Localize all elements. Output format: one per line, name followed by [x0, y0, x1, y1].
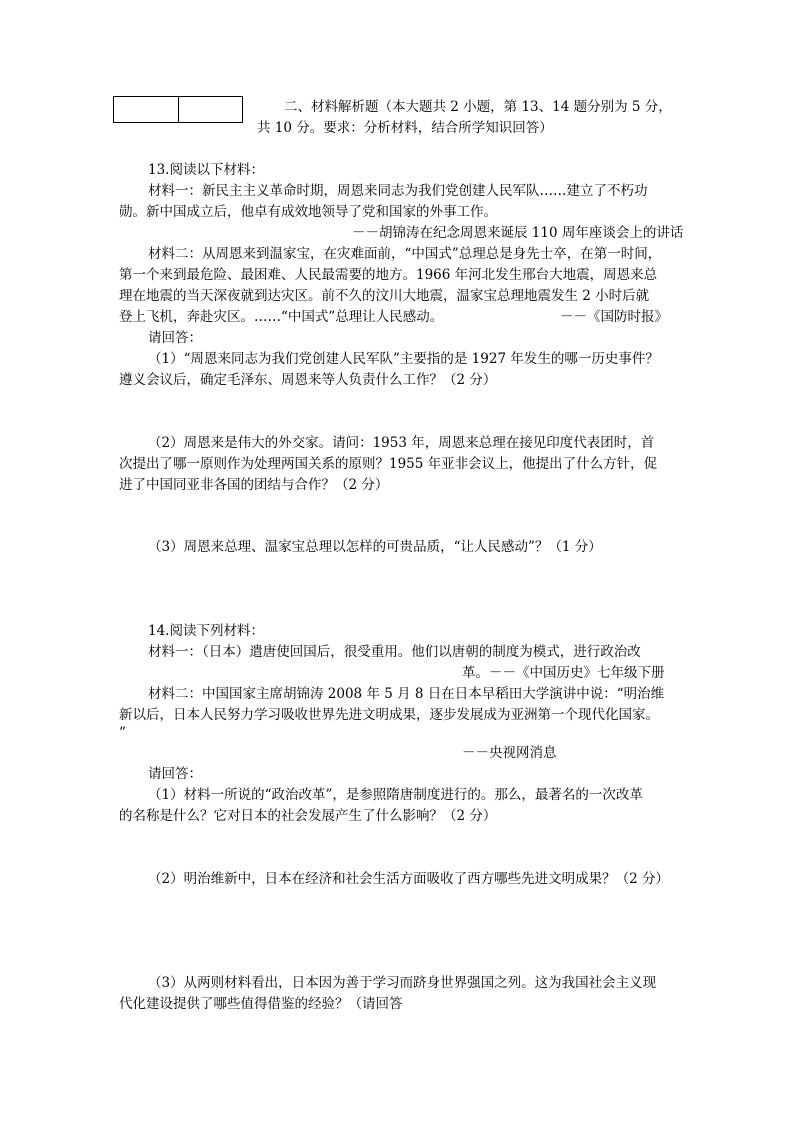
score-cell-2	[178, 97, 243, 122]
q14-question2-line1: （2）明治维新中，日本在经济和社会生活方面吸收了西方哪些先进文明成果？（2 分）	[148, 871, 669, 887]
q14-material1-line1: 材料一：（日本）遣唐使回国后，很受重用。他们以唐朝的制度为模式，进行政治改	[148, 644, 641, 660]
q13-material2-line2: 第一个来到最危险、最困难、人民最需要的地方。1966 年河北发生邢台大地震，周恩来总	[119, 267, 658, 283]
q14-material2-line3: ”	[119, 725, 126, 741]
section-heading-line2: 共 10 分。要求：分析材料，结合所学知识回答）	[257, 120, 553, 136]
q14-question3-line1: （3）从两则材料看出，日本因为善于学习而跻身世界强国之列。这为我国社会主义现	[148, 975, 657, 991]
q13-intro: 13.阅读以下材料：	[148, 162, 264, 178]
q14-intro: 14.阅读下列材料：	[148, 623, 264, 639]
q14-question1-line1: （1）材料一所说的“政治改革”，是参照隋唐制度进行的。那么，最著名的一次改革	[148, 787, 643, 803]
q14-material2-line2: 新以后，日本人民努力学习吸收世界先进文明成果，逐步发展成为亚洲第一个现代化国家。	[119, 707, 659, 723]
q13-material1-source: －－胡锦涛在纪念周恩来诞辰 110 周年座谈会上的讲话	[352, 225, 684, 241]
q13-prompt: 请回答：	[148, 330, 202, 346]
q14-material2-line1: 材料二：中国国家主席胡锦涛 2008 年 5 月 8 日在日本早稻田大学演讲中说：“明治维	[148, 686, 665, 702]
q13-material2-line3: 理在地震的当天深夜就到达灾区。前不久的汶川大地震，温家宝总理地震发生 2 小时后就	[119, 288, 650, 304]
q13-question1-line1: （1）“周恩来同志为我们党创建人民军队”主要指的是 1927 年发生的哪一历史事件？	[148, 351, 659, 367]
q14-material2-source: －－央视网消息	[462, 745, 557, 761]
q13-question1-line2: 遵义会议后，确定毛泽东、周恩来等人负责什么工作？（2 分）	[119, 372, 497, 388]
q13-material1-line2: 勋。新中国成立后，他卓有成效地领导了党和国家的外事工作。	[119, 204, 497, 220]
section-heading-line1: 二、材料解析题（本大题共 2 小题，第 13、14 题分别为 5 分，	[284, 99, 672, 115]
q13-question2-line3: 进了中国同亚非各国的团结与合作？（2 分）	[119, 477, 389, 493]
q13-material2-line4: 登上飞机，奔赴灾区。……“中国式”总理让人民感动。	[119, 309, 444, 325]
q13-material2-line1: 材料二：从周恩来到温家宝，在灾难面前，“中国式”总理总是身先士卒，在第一时间，	[148, 246, 662, 262]
q14-question3-line2: 代化建设提供了哪些值得借鉴的经验？（请回答	[119, 996, 403, 1012]
q14-material1-line2: 革。－－《中国历史》七年级下册	[462, 665, 665, 681]
score-cell-1	[114, 97, 178, 122]
q13-question2-line1: （2）周恩来是伟大的外交家。请问：1953 年，周恩来总理在接见印度代表团时，首	[148, 435, 655, 451]
q13-material1-line1: 材料一：新民主主义革命时期，周恩来同志为我们党创建人民军队……建立了不朽功	[148, 183, 648, 199]
q13-question3-line1: （3）周恩来总理、温家宝总理以怎样的可贵品质，“让人民感动”？（1 分）	[148, 539, 602, 555]
q14-prompt: 请回答：	[148, 766, 202, 782]
q14-question1-line2: 的名称是什么？它对日本的社会发展产生了什么影响？（2 分）	[119, 808, 497, 824]
q13-question2-line2: 次提出了哪一原则作为处理两国关系的原则？1955 年亚非会议上，他提出了什么方针，促	[119, 456, 658, 472]
q13-material2-source: －－《国防时报》	[560, 309, 668, 325]
score-table	[113, 96, 243, 123]
